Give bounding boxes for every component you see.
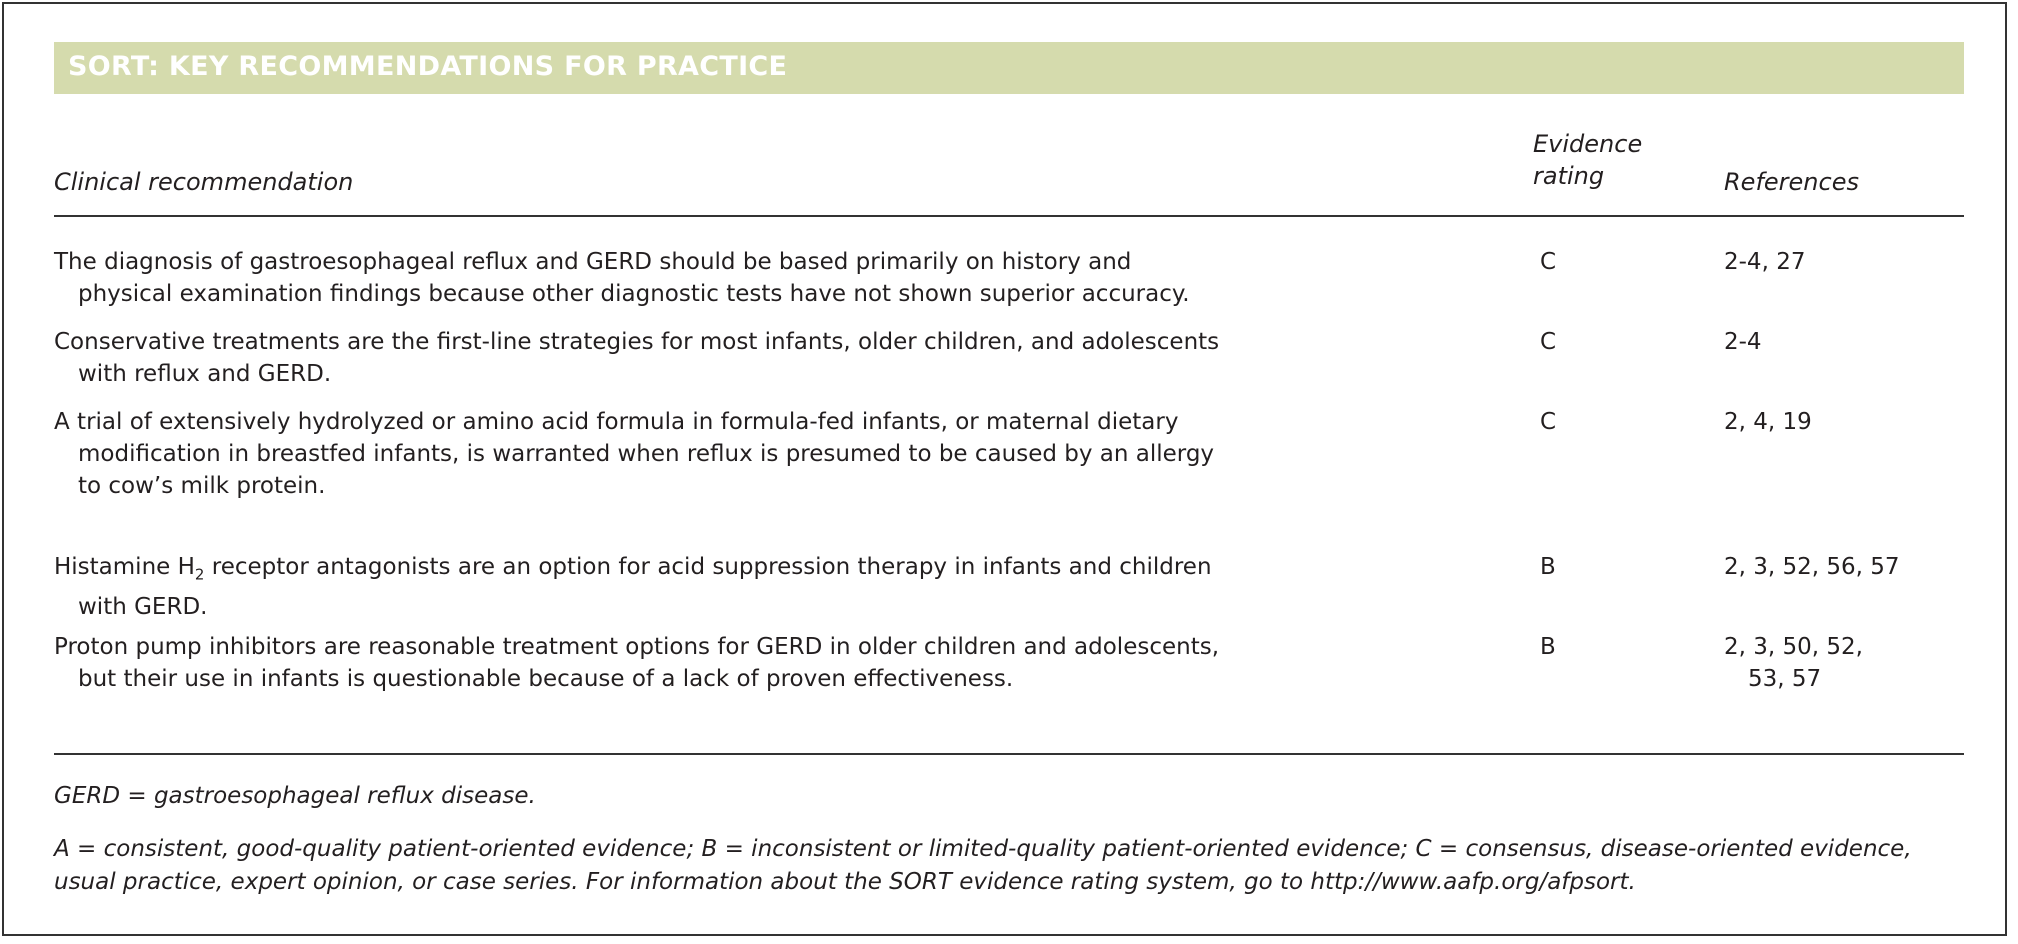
table-row-4-recommendation — [54, 551, 1514, 623]
line: receptor antagonists are an option for acid suppression therapy in infants and children — [204, 554, 1212, 580]
bottom-rule — [54, 753, 1964, 755]
table-row-3-refs: 2, 4, 19 — [1724, 409, 1812, 435]
line: with GERD. — [78, 593, 208, 620]
line: 53, 57 — [1748, 666, 1822, 692]
table-row-2-recommendation — [54, 326, 1514, 390]
header-references: References — [1724, 168, 1859, 196]
line: 2, 3, 50, 52, — [1724, 634, 1863, 660]
line: Proton pump inhibitors are reasonable treatment options for GERD in older children and adolescents, — [54, 634, 1220, 660]
line: A trial of extensively hydrolyzed or amino acid formula in formula-fed infants, or maternal dietary — [54, 409, 1179, 435]
table-row-5-recommendation — [54, 631, 1514, 695]
table-row-3-rating: C — [1540, 409, 1557, 435]
table-row-2-refs: 2-4 — [1724, 329, 1762, 355]
table-row-5-refs — [1724, 631, 1964, 695]
table-row-5-rating: B — [1540, 634, 1556, 660]
line: to cow’s milk protein. — [78, 473, 326, 499]
line: with reflux and GERD. — [78, 361, 332, 387]
table-row-3-recommendation — [54, 406, 1514, 502]
line: Histamine H — [54, 554, 195, 580]
header-rating-line1: Evidence — [1533, 130, 1643, 158]
line: modification in breastfed infants, is warranted when reflux is presumed to be caused by an allergy — [78, 441, 1215, 467]
header-recommendation: Clinical recommendation — [54, 168, 354, 196]
table-row-1-rating: C — [1540, 249, 1557, 275]
table-row-4-refs: 2, 3, 52, 56, 57 — [1724, 554, 1900, 580]
table-row-2-rating: C — [1540, 329, 1557, 355]
line: physical examination findings because other diagnostic tests have not shown superior accuracy. — [78, 281, 1190, 307]
table-title: SORT: KEY RECOMMENDATIONS FOR PRACTICE — [68, 51, 788, 82]
subscript: 2 — [194, 565, 205, 584]
footnote-ratings: A = consistent, good-quality patient-oriented evidence; B = inconsistent or limited-quality patient-oriented evidence; C = consensus, disease-oriented evidence, usual practice, expert opinion, or case series. For information about the SORT evidence rating system, go to http://www.aafp.org/afpsort. — [54, 836, 1912, 895]
table-row-1-refs: 2-4, 27 — [1724, 249, 1806, 275]
footnote-abbreviation: GERD = gastroesophageal reflux disease. — [54, 783, 536, 809]
header-rating-line2: rating — [1533, 162, 1605, 190]
title-banner — [54, 42, 1964, 94]
line: Conservative treatments are the first-line strategies for most infants, older children, and adolescents — [54, 329, 1220, 355]
table-row-1-recommendation — [54, 246, 1514, 310]
header-evidence-rating — [1533, 128, 1642, 192]
line: The diagnosis of gastroesophageal reflux and GERD should be based primarily on history and — [54, 249, 1132, 275]
header-rule — [54, 215, 1964, 217]
table-row-4-rating: B — [1540, 554, 1556, 580]
line: but their use in infants is questionable because of a lack of proven effectiveness. — [78, 666, 1014, 692]
